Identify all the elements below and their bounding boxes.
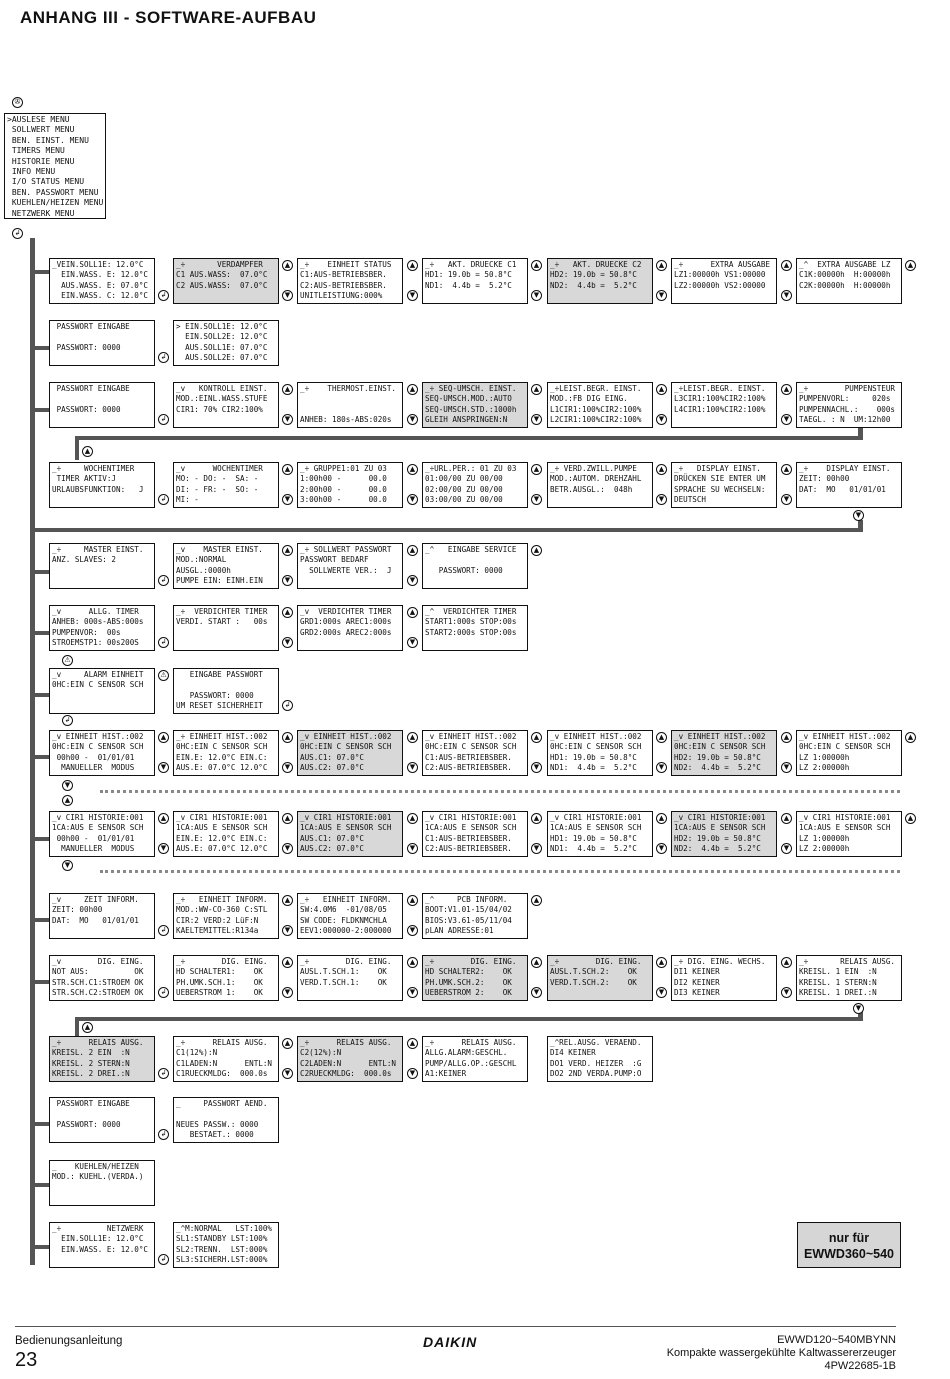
down-icon[interactable]: ▼ bbox=[158, 762, 169, 773]
lcd-screen: _÷ RELAIS AUSG. KREISL. 2 EIN :N KREISL. 2 STERN:N KREISL. 2 DREI.:N bbox=[49, 1036, 155, 1082]
up-icon[interactable]: ▲ bbox=[905, 813, 916, 824]
up-icon[interactable]: ▲ bbox=[282, 895, 293, 906]
down-icon[interactable]: ▼ bbox=[282, 762, 293, 773]
enter-icon[interactable]: ↲ bbox=[158, 1254, 169, 1265]
down-icon[interactable]: ▼ bbox=[407, 843, 418, 854]
up-icon[interactable]: ▲ bbox=[407, 384, 418, 395]
up-icon[interactable]: ▲ bbox=[531, 813, 542, 824]
lcd-screen: _v EINHEIT HIST.:002 0HC:EIN C SENSOR SCH HD2: 19.0b = 50.8°C ND2: 4.4b = 5.2°C bbox=[671, 730, 777, 776]
row-connector bbox=[30, 755, 50, 759]
lcd-screen: _÷ EINHEIT STATUS C1:AUS-BETRIEBSBER. C2:AUS-BETRIEBSBER. UNITLEISTIUNG:000% bbox=[297, 258, 403, 304]
up-icon[interactable]: ▲ bbox=[407, 957, 418, 968]
down-icon[interactable]: ▼ bbox=[531, 290, 542, 301]
down-icon[interactable]: ▼ bbox=[656, 762, 667, 773]
lcd-screen: _v VERDICHTER TIMER GRD1:000s AREC1:000s GRD2:000s AREC2:000s bbox=[297, 605, 403, 651]
row-connector bbox=[30, 570, 50, 574]
lcd-screen: _^ PCB INFORM. BOOT:V1.01-15/04/02 BIOS:V3.61-05/11/04 pLAN ADRESSE:01 bbox=[422, 893, 528, 939]
down-icon[interactable]: ▼ bbox=[407, 987, 418, 998]
lcd-screen: _^REL.AUSG. VERAEND. DI4 KEINER DO1 VERD. HEIZER :G DO2 2ND VERDA.PUMP:O bbox=[547, 1036, 653, 1082]
down-icon[interactable]: ▼ bbox=[531, 414, 542, 425]
down-icon[interactable]: ▼ bbox=[407, 1068, 418, 1079]
enter-icon[interactable]: ↲ bbox=[158, 1068, 169, 1079]
lcd-screen: _÷ DIG. EING. AUSL.T.SCH.1: OK VERD.T.SCH.1: OK bbox=[297, 955, 403, 1001]
row-connector bbox=[30, 1122, 50, 1126]
lcd-screen: > EIN.SOLL1E: 12.0°C EIN.SOLL2E: 12.0°C AUS.SOLL1E: 07.0°C AUS.SOLL2E: 07.0°C bbox=[173, 320, 279, 366]
lcd-screen: _v CIR1 HISTORIE:001 1CA:AUS E SENSOR SCH LZ 1:00000h LZ 2:00000h bbox=[796, 811, 902, 857]
row-connector bbox=[30, 346, 50, 350]
lcd-screen: _÷ SOLLWERT PASSWORT PASSWORT BEDARF SOLLWERTE VER.: J bbox=[297, 543, 403, 589]
down-icon[interactable]: ▼ bbox=[282, 987, 293, 998]
lcd-screen: _v CIR1 HISTORIE:001 1CA:AUS E SENSOR SCH 00h00 - 01/01/01 MANUELLER MODUS bbox=[49, 811, 155, 857]
down-icon[interactable]: ▼ bbox=[656, 987, 667, 998]
down-icon[interactable]: ▼ bbox=[853, 510, 864, 521]
down-icon[interactable]: ▼ bbox=[531, 843, 542, 854]
down-icon[interactable]: ▼ bbox=[531, 494, 542, 505]
lcd-screen: _÷LEIST.BEGR. EINST. L3CIR1:100%CIR2:100% L4CIR1:100%CIR2:100% bbox=[671, 382, 777, 428]
row-connector bbox=[30, 631, 50, 635]
down-icon[interactable]: ▼ bbox=[407, 414, 418, 425]
down-icon[interactable]: ▼ bbox=[282, 1068, 293, 1079]
lcd-screen: _v CIR1 HISTORIE:001 1CA:AUS E SENSOR SCH C1:AUS-BETRIEBSBER. C2:AUS-BETRIEBSBER. bbox=[422, 811, 528, 857]
lcd-screen: _v KONTROLL EINST. MOD.:EINL.WASS.STUFE CIR1: 70% CIR2:100% bbox=[173, 382, 279, 428]
up-icon[interactable]: ▲ bbox=[656, 464, 667, 475]
lcd-screen: _÷ PUMPENSTEUR PUMPENVORL: 020s PUMPENNACHL.: 000s TAEGL. : N UM:12h00 bbox=[796, 382, 902, 428]
up-icon[interactable]: ▲ bbox=[781, 957, 792, 968]
down-icon[interactable]: ▼ bbox=[407, 575, 418, 586]
down-icon[interactable]: ▼ bbox=[781, 414, 792, 425]
footer-page-number: 23 bbox=[15, 1349, 38, 1371]
down-icon[interactable]: ▼ bbox=[282, 414, 293, 425]
lcd-screen: _÷LEIST.BEGR. EINST. MOD.:FB DIG EING. L1CIR1:100%CIR2:100% L2CIR1:100%CIR2:100% bbox=[547, 382, 653, 428]
lcd-screen: _v DIG. EING. NOT AUS: OK STR.SCH.C1:STROEM OK STR.SCH.C2:STROEM OK bbox=[49, 955, 155, 1001]
row-connector bbox=[30, 1183, 50, 1187]
row-connector bbox=[30, 1245, 50, 1249]
up-icon[interactable]: ▲ bbox=[282, 813, 293, 824]
up-icon[interactable]: ▲ bbox=[781, 732, 792, 743]
down-icon[interactable]: ▼ bbox=[656, 414, 667, 425]
up-icon[interactable]: ▲ bbox=[407, 895, 418, 906]
lcd-screen: _v ALLG. TIMER ANHEB: 000s-ABS:000s PUMPENVOR: 00s STROEMSTP1: 00s200S bbox=[49, 605, 155, 651]
lcd-screen: _÷ VERDAMPFER C1 AUS.WASS: 07.0°C C2 AUS.WASS: 07.0°C bbox=[173, 258, 279, 304]
up-icon[interactable]: ▲ bbox=[282, 464, 293, 475]
row-connector bbox=[30, 980, 50, 984]
footer-model: EWWD120~540MBYNN bbox=[777, 1334, 896, 1346]
enter-icon[interactable]: ↲ bbox=[158, 925, 169, 936]
wrap-connector bbox=[75, 1017, 79, 1037]
lcd-screen: _^ EXTRA AUSGABE LZ C1K:00000h H:00000h C2K:00000h H:00000h bbox=[796, 258, 902, 304]
down-icon[interactable]: ▼ bbox=[853, 1003, 864, 1014]
up-icon[interactable]: ▲ bbox=[656, 957, 667, 968]
up-icon[interactable]: ▲ bbox=[62, 795, 73, 806]
lcd-screen: _÷ RELAIS AUSG. C1(12%):N C1LADEN:N ENTL:N C1RUECKMLDG: 000.0s bbox=[173, 1036, 279, 1082]
lcd-screen: _÷ DIG. EING. HD SCHALTER2: OK PH.UMK.SCH.2: OK UEBERSTROM 2: OK bbox=[422, 955, 528, 1001]
lcd-screen: _v EINHEIT HIST.:002 0HC:EIN C SENSOR SCH C1:AUS-BETRIEBSBER. C2:AUS-BETRIEBSBER. bbox=[422, 730, 528, 776]
down-icon[interactable]: ▼ bbox=[282, 925, 293, 936]
down-icon[interactable]: ▼ bbox=[781, 762, 792, 773]
history-link bbox=[100, 870, 900, 877]
lcd-screen: _^M:NORMAL LST:100% SL1:STANDBY LST:100% SL2:TRENN. LST:000% SL3:SICHERH.LST:000% bbox=[173, 1222, 279, 1268]
down-icon[interactable]: ▼ bbox=[407, 925, 418, 936]
row-connector bbox=[30, 270, 50, 274]
up-icon[interactable]: ▲ bbox=[282, 384, 293, 395]
lcd-screen: _÷ RELAIS AUSG. KREISL. 1 EIN :N KREISL. 1 STERN:N KREISL. 1 DREI.:N bbox=[796, 955, 902, 1001]
up-icon[interactable]: ▲ bbox=[905, 732, 916, 743]
enter-icon[interactable]: ↲ bbox=[282, 700, 293, 711]
up-icon[interactable]: ▲ bbox=[781, 813, 792, 824]
lcd-screen: EINGABE PASSWORT PASSWORT: 0000 UM RESET SICHERHEIT bbox=[173, 668, 279, 714]
lcd-screen: _÷ EINHEIT INFORM. MOD.:WW-CO-360 C:STL CIR:2 VERD:2 LüF:N KAELTEMITTEL:R134a bbox=[173, 893, 279, 939]
lcd-screen: _÷ MASTER EINST. ANZ. SLAVES: 2 bbox=[49, 543, 155, 589]
row-connector bbox=[30, 918, 50, 922]
lcd-screen: _÷ EINHEIT HIST.:002 0HC:EIN C SENSOR SCH EIN.E: 12.0°C EIN.C: AUS.E: 07.0°C 12.0°C bbox=[173, 730, 279, 776]
lcd-screen: _÷ DIG. EING. HD SCHALTER1: OK PH.UMK.SCH.1: OK UEBERSTROM 1: OK bbox=[173, 955, 279, 1001]
down-icon[interactable]: ▼ bbox=[781, 987, 792, 998]
up-icon[interactable]: ▲ bbox=[282, 607, 293, 618]
up-icon[interactable]: ▲ bbox=[531, 464, 542, 475]
lcd-screen: PASSWORT EINGABE PASSWORT: 0000 bbox=[49, 320, 155, 366]
lcd-screen: _ PASSWORT AEND. NEUES PASSW.: 0000 BESTAET.: 0000 bbox=[173, 1097, 279, 1143]
up-icon[interactable]: ▲ bbox=[531, 260, 542, 271]
row-connector bbox=[30, 837, 50, 841]
lcd-screen: PASSWORT EINGABE PASSWORT: 0000 bbox=[49, 1097, 155, 1143]
down-icon[interactable]: ▼ bbox=[282, 637, 293, 648]
up-icon[interactable]: ▲ bbox=[905, 260, 916, 271]
up-icon[interactable]: ▲ bbox=[531, 732, 542, 743]
down-icon[interactable]: ▼ bbox=[282, 290, 293, 301]
footer-divider bbox=[15, 1326, 896, 1327]
down-icon[interactable]: ▼ bbox=[781, 843, 792, 854]
lcd-screen: PASSWORT EINGABE PASSWORT: 0000 bbox=[49, 382, 155, 428]
up-icon[interactable]: ▲ bbox=[531, 957, 542, 968]
down-icon[interactable]: ▼ bbox=[282, 575, 293, 586]
enter-icon[interactable]: ↲ bbox=[158, 575, 169, 586]
enter-icon[interactable]: ↲ bbox=[158, 352, 169, 363]
enter-icon[interactable]: ↲ bbox=[62, 715, 73, 726]
down-icon[interactable]: ▼ bbox=[282, 843, 293, 854]
lcd-screen: _÷ NETZWERK EIN.SOLL1E: 12.0°C EIN.WASS. E: 12.0°C bbox=[49, 1222, 155, 1268]
lcd-screen: _÷ RELAIS AUSG. ALLG.ALARM:GESCHL. PUMP/ALLG.OP.:GESCHL A1:KEINER bbox=[422, 1036, 528, 1082]
lcd-screen: _÷ SEQ-UMSCH. EINST. SEQ-UMSCH.MOD.:AUTO SEQ-UMSCH.STD.:1000h GLEIH ANSPRINGEN:N bbox=[422, 382, 528, 428]
up-icon[interactable]: ▲ bbox=[407, 464, 418, 475]
lcd-screen: _v EINHEIT HIST.:002 0HC:EIN C SENSOR SCH 00h00 - 01/01/01 MANUELLER MODUS bbox=[49, 730, 155, 776]
lcd-screen: _÷ EXTRA AUSGABE LZ1:00000h VS1:00000 LZ2:00000h VS2:00000 bbox=[671, 258, 777, 304]
wrap-connector bbox=[75, 1017, 863, 1021]
lcd-screen: _v CIR1 HISTORIE:001 1CA:AUS E SENSOR SCH AUS.C1: 07.0°C AUS.C2: 07.0°C bbox=[297, 811, 403, 857]
lcd-screen: _÷ WOCHENTIMER TIMER AKTIV:J URLAUBSFUNKTION: J bbox=[49, 462, 155, 508]
menu-icon[interactable]: ✇ bbox=[12, 97, 23, 108]
main-rail bbox=[30, 238, 35, 1265]
down-icon[interactable]: ▼ bbox=[781, 290, 792, 301]
lcd-screen: _÷ DIG. EING. AUSL.T.SCH.2: OK VERD.T.SCH.2: OK bbox=[547, 955, 653, 1001]
down-icon[interactable]: ▼ bbox=[407, 494, 418, 505]
lcd-screen: _v WOCHENTIMER MO: - DO: - SA: - DI: - FR: - SO: - MI: - bbox=[173, 462, 279, 508]
enter-icon[interactable]: ↲ bbox=[158, 494, 169, 505]
up-icon[interactable]: ▲ bbox=[282, 732, 293, 743]
lcd-screen: _v EINHEIT HIST.:002 0HC:EIN C SENSOR SCH LZ 1:00000h LZ 2:00000h bbox=[796, 730, 902, 776]
up-icon[interactable]: ▲ bbox=[158, 813, 169, 824]
wrap-connector bbox=[75, 436, 79, 460]
up-icon[interactable]: ▲ bbox=[656, 732, 667, 743]
lcd-screen: _ KUEHLEN/HEIZEN MOD.: KUEHL.(VERDA.) bbox=[49, 1160, 155, 1206]
down-icon[interactable]: ▼ bbox=[531, 987, 542, 998]
model-note-text: nur für EWWD360~540 bbox=[804, 1231, 894, 1261]
up-icon[interactable]: ▲ bbox=[531, 895, 542, 906]
up-icon[interactable]: ▲ bbox=[656, 384, 667, 395]
up-icon[interactable]: ▲ bbox=[781, 464, 792, 475]
lcd-screen: _÷ DIG. EING. WECHS. DI1 KEINER DI2 KEINER DI3 KEINER bbox=[671, 955, 777, 1001]
lcd-screen: _÷URL.PER.: 01 ZU 03 01:00/00 ZU 00/00 02:00/00 ZU 00/00 03:00/00 ZU 00/00 bbox=[422, 462, 528, 508]
page-title: ANHANG III - SOFTWARE-AUFBAU bbox=[20, 8, 317, 27]
lcd-screen: _v CIR1 HISTORIE:001 1CA:AUS E SENSOR SCH EIN.E: 12.0°C EIN.C: AUS.E: 07.0°C 12.0°C bbox=[173, 811, 279, 857]
up-icon[interactable]: ▲ bbox=[407, 1038, 418, 1049]
down-icon[interactable]: ▼ bbox=[656, 494, 667, 505]
wrap-connector bbox=[75, 436, 863, 440]
footer-model-info bbox=[667, 1334, 896, 1373]
up-icon[interactable]: ▲ bbox=[407, 545, 418, 556]
down-icon[interactable]: ▼ bbox=[407, 290, 418, 301]
lcd-screen: _v CIR1 HISTORIE:001 1CA:AUS E SENSOR SCH HD2: 19.0b = 50.8°C ND2: 4.4b = 5.2°C bbox=[671, 811, 777, 857]
daikin-logo: DAIKIN bbox=[423, 1334, 478, 1350]
lcd-screen: _^ EINGABE SERVICE PASSWORT: 0000 bbox=[422, 543, 528, 589]
up-icon[interactable]: ▲ bbox=[282, 260, 293, 271]
lcd-screen: _v ZEIT INFORM. ZEIT: 00h00 DAT: MO 01/01/01 bbox=[49, 893, 155, 939]
wrap-connector bbox=[30, 528, 863, 532]
main-menu-screen[interactable]: >AUSLESE MENU SOLLWERT MENU BEN. EINST. MENU TIMERS MENU HISTORIE MENU INFO MENU I/O STATUS MENU BEN. PASSWORT MENU KUEHLEN/HEIZEN MENU NETZWERK MENU bbox=[4, 113, 106, 219]
up-icon[interactable]: ▲ bbox=[158, 732, 169, 743]
up-icon[interactable]: ▲ bbox=[531, 384, 542, 395]
down-icon[interactable]: ▼ bbox=[407, 637, 418, 648]
up-icon[interactable]: ▲ bbox=[282, 1038, 293, 1049]
down-icon[interactable]: ▼ bbox=[656, 843, 667, 854]
enter-icon[interactable]: ↲ bbox=[12, 228, 23, 239]
down-icon[interactable]: ▼ bbox=[282, 494, 293, 505]
lcd-screen: _VEIN.SOLL1E: 12.0°C EIN.WASS. E: 12.0°C AUS.WASS. E: 07.0°C EIN.WASS. C: 12.0°C bbox=[49, 258, 155, 304]
lcd-screen: _v CIR1 HISTORIE:001 1CA:AUS E SENSOR SCH HD1: 19.0b = 50.8°C ND1: 4.4b = 5.2°C bbox=[547, 811, 653, 857]
down-icon[interactable]: ▼ bbox=[62, 860, 73, 871]
alarm-icon[interactable]: ⚠ bbox=[158, 670, 169, 681]
lcd-screen: _v MASTER EINST. MOD.:NORMAL AUSGL.:0000h PUMPE EIN: EINH.EIN bbox=[173, 543, 279, 589]
history-link bbox=[100, 790, 900, 797]
enter-icon[interactable]: ↲ bbox=[158, 637, 169, 648]
lcd-screen: _÷ EINHEIT INFORM. SW:4.0M6 -01/08/05 SW CODE: FLDKNMCHLA EEV1:000000-2:000000 bbox=[297, 893, 403, 939]
down-icon[interactable]: ▼ bbox=[407, 762, 418, 773]
lcd-screen: _÷ DISPLAY EINST. ZEIT: 00h00 DAT: MO 01/01/01 bbox=[796, 462, 902, 508]
down-icon[interactable]: ▼ bbox=[781, 494, 792, 505]
enter-icon[interactable]: ↲ bbox=[158, 290, 169, 301]
alarm-icon[interactable]: ⚠ bbox=[62, 655, 73, 666]
up-icon[interactable]: ▲ bbox=[531, 545, 542, 556]
lcd-screen: _v EINHEIT HIST.:002 0HC:EIN C SENSOR SCH AUS.C1: 07.0°C AUS.C2: 07.0°C bbox=[297, 730, 403, 776]
up-icon[interactable]: ▲ bbox=[407, 607, 418, 618]
model-note bbox=[797, 1222, 901, 1268]
lcd-screen: _v ALARM EINHEIT 0HC:EIN C SENSOR SCH bbox=[49, 668, 155, 714]
lcd-screen: _v EINHEIT HIST.:002 0HC:EIN C SENSOR SCH HD1: 19.0b = 50.8°C ND1: 4.4b = 5.2°C bbox=[547, 730, 653, 776]
up-icon[interactable]: ▲ bbox=[656, 813, 667, 824]
up-icon[interactable]: ▲ bbox=[656, 260, 667, 271]
up-icon[interactable]: ▲ bbox=[82, 446, 93, 457]
row-connector bbox=[30, 693, 50, 697]
up-icon[interactable]: ▲ bbox=[82, 1022, 93, 1033]
lcd-screen: _^ VERDICHTER TIMER START1:000s STOP:00s START2:000s STOP:00s bbox=[422, 605, 528, 651]
up-icon[interactable]: ▲ bbox=[282, 545, 293, 556]
footer-manual: Bedienungsanleitung bbox=[15, 1335, 123, 1347]
lcd-screen: _÷ DISPLAY EINST. DRÜCKEN SIE ENTER UM SPRACHE SU WECHSELN: DEUTSCH bbox=[671, 462, 777, 508]
up-icon[interactable]: ▲ bbox=[781, 260, 792, 271]
enter-icon[interactable]: ↲ bbox=[158, 414, 169, 425]
up-icon[interactable]: ▲ bbox=[282, 957, 293, 968]
up-icon[interactable]: ▲ bbox=[407, 813, 418, 824]
lcd-screen: _÷ VERDICHTER TIMER VERDI. START : 00s bbox=[173, 605, 279, 651]
footer-description: Kompakte wassergekühlte Kaltwassererzeuger bbox=[666, 1347, 896, 1359]
lcd-screen: _÷ AKT. DRUECKE C2 HD2: 19.0b = 50.8°C ND2: 4.4b = 5.2°C bbox=[547, 258, 653, 304]
lcd-screen: _÷ RELAIS AUSG. C2(12%):N C2LADEN:N ENTL:N C2RUECKMLDG: 000.0s bbox=[297, 1036, 403, 1082]
enter-icon[interactable]: ↲ bbox=[158, 987, 169, 998]
down-icon[interactable]: ▼ bbox=[158, 843, 169, 854]
down-icon[interactable]: ▼ bbox=[656, 290, 667, 301]
footer-doc-number: 4PW22685-1B bbox=[824, 1360, 896, 1372]
enter-icon[interactable]: ↲ bbox=[158, 1129, 169, 1140]
lcd-screen: _÷ AKT. DRUECKE C1 HD1: 19.0b = 50.8°C ND1: 4.4b = 5.2°C bbox=[422, 258, 528, 304]
lcd-screen: _÷ VERD.ZWILL.PUMPE MOD.:AUTOM. DREHZAHL BETR.AUSGL.: 048h bbox=[547, 462, 653, 508]
up-icon[interactable]: ▲ bbox=[407, 260, 418, 271]
down-icon[interactable]: ▼ bbox=[531, 762, 542, 773]
up-icon[interactable]: ▲ bbox=[407, 732, 418, 743]
down-icon[interactable]: ▼ bbox=[62, 780, 73, 791]
lcd-screen: _÷ THERMOST.EINST. ANHEB: 180s-ABS:020s bbox=[297, 382, 403, 428]
lcd-screen: _÷ GRUPPE1:01 ZU 03 1:00h00 - 00.0 2:00h00 - 00.0 3:00h00 - 00.0 bbox=[297, 462, 403, 508]
up-icon[interactable]: ▲ bbox=[781, 384, 792, 395]
row-connector bbox=[30, 408, 50, 412]
